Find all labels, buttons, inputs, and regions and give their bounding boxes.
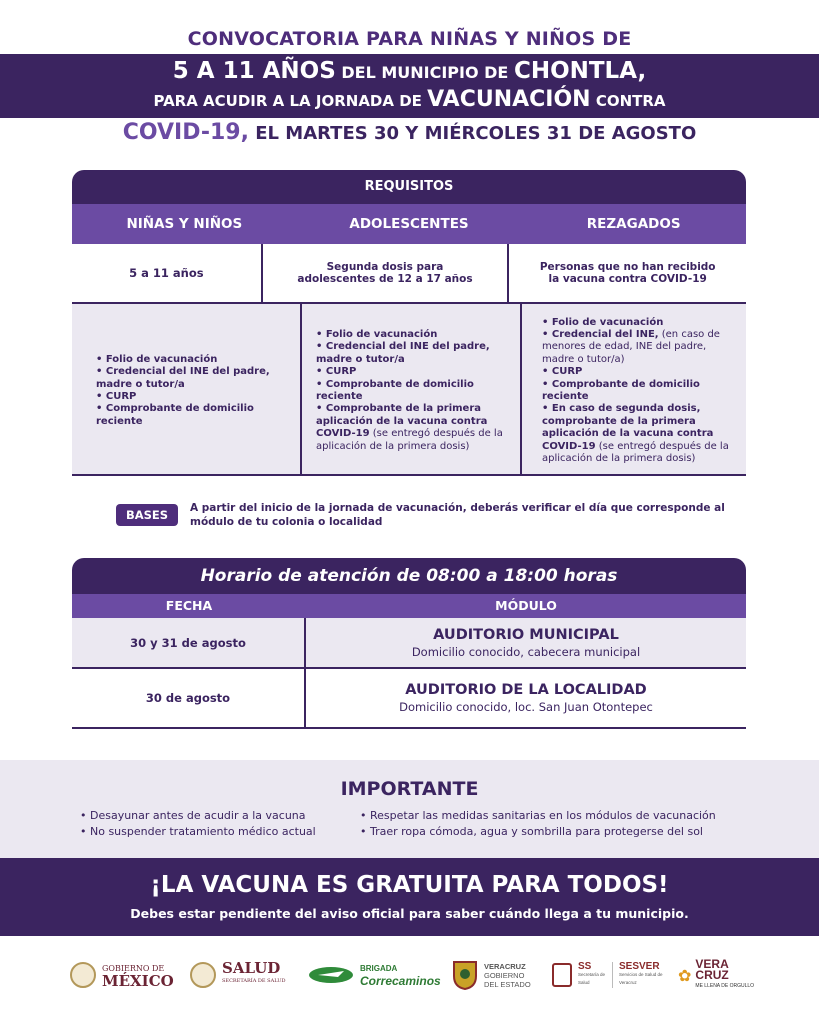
list-item: • Folio de vacunación [316,328,438,340]
header-age-range: 5 A 11 AÑOS [172,58,336,84]
important-list-right [360,808,716,840]
logo-text: ME LLENA DE ORGULLO [695,982,755,989]
requirements-list-rezagados [520,304,746,474]
list-item: • Comprobante de domicilio reciente [542,378,700,402]
requirements-table [72,170,746,476]
list-item: • Traer ropa cómoda, agua y sombrilla para protegerse del sol [360,825,703,838]
list-item: • Folio de vacunación [542,316,664,328]
logo-text: SESVER [619,961,660,972]
bases-text: A partir del inicio de la jornada de vacunación, deberás verificar el día que corresponde al módulo de tu colonia o localidad [190,502,725,528]
important-list-left [80,808,316,840]
module-address: Domicilio conocido, loc. San Juan Otontepec [399,700,653,714]
footer-title: ¡LA VACUNA ES GRATUITA PARA TODOS! [150,872,669,898]
list-item: • Desayunar antes de acudir a la vacuna [80,809,306,822]
header-dates: EL MARTES 30 Y MIÉRCOLES 31 DE AGOSTO [248,123,697,144]
list-item: • Credencial del INE del padre, madre o tutor/a [96,366,270,390]
module-name: AUDITORIO MUNICIPAL [433,626,619,643]
schedule-columns [72,594,746,618]
header-covid: COVID-19, [122,120,249,145]
who-rezagados: Personas que no han recibido la vacuna contra COVID-19 [507,244,746,304]
roadrunner-icon [308,965,354,985]
who-ninas-ninos: 5 a 11 años [72,244,261,304]
header-banner [0,54,819,118]
logo-salud [190,950,285,1000]
schedule-date: 30 y 31 de agosto [72,618,306,667]
list-item: • Credencial del INE, (en caso de menores de edad, INE del padre, madre o tutor/a) [542,328,720,365]
module-name: AUDITORIO DE LA LOCALIDAD [405,682,647,698]
header-contra: CONTRA [590,92,666,110]
column-ninas-ninos: NIÑAS Y NIÑOS [126,216,243,232]
logo-text: Servicios de Salud de Veracruz [619,972,663,985]
logo-text: MÉXICO [102,972,174,990]
table-row [72,618,746,669]
list-item: • Credencial del INE del padre, madre o tutor/a [316,341,490,365]
bases-badge: BASES [116,504,178,526]
schedule-module [306,669,746,727]
logo-gobierno-mexico [70,950,174,1000]
header-line-1: CONVOCATORIA PARA NIÑAS Y NIÑOS DE [187,28,632,50]
logo-text: SS [578,961,592,972]
requirements-title: REQUISITOS [72,170,746,204]
list-item: • Comprobante de la primera aplicación de la vacuna contra COVID-19 (se entregó después de la aplicación de la primera dosis) [316,403,503,452]
column-adolescentes: ADOLESCENTES [349,216,469,232]
list-item: • Comprobante de domicilio reciente [316,378,474,402]
eagle-seal-icon [190,962,216,988]
module-address: Domicilio conocido, cabecera municipal [411,644,641,659]
who-adolescentes: Segunda dosis para adolescentes de 12 a 17 años [261,244,508,304]
header-line-2 [0,58,819,84]
logo-text: Correcaminos [360,974,441,988]
logo-text: VERA [695,956,729,971]
list-item: • Respetar las medidas sanitarias en los módulos de vacunación [360,809,716,822]
list-item: • Comprobante de domicilio reciente [96,403,254,427]
schedule-module [306,618,746,667]
logo-text: CRUZ [695,967,729,982]
header-line-3 [0,87,819,112]
list-item: • En caso de segunda dosis, comprobante de la primera aplicación de la vacuna contra COVID-19 (se entregó después de la aplicación de la primera dosis) [542,403,729,465]
column-fecha: FECHA [165,598,213,613]
logo-text: BRIGADA [360,964,398,973]
footer-banner [0,858,819,936]
list-item: • CURP [316,366,357,378]
schedule-date: 30 de agosto [72,669,306,727]
list-item: • Folio de vacunación [96,353,218,365]
logo-brigada-correcaminos [308,950,441,1000]
list-item: • CURP [542,366,583,378]
footer-subtitle: Debes estar pendiente del aviso oficial para saber cuándo llega a tu municipio. [130,906,689,921]
header-municipality-prefix: DEL MUNICIPIO DE [335,63,514,82]
ss-shield-icon [552,963,572,987]
logo-ss-sesver [552,950,665,1000]
veracruz-shield-icon [452,960,478,990]
schedule-table [72,558,746,729]
logo-text: Secretaría de Salud [578,972,606,985]
requirements-who-row [72,244,746,304]
logo-text: SALUD [222,959,281,977]
header-vacunacion: VACUNACIÓN [427,87,591,112]
requirements-list-ninas-ninos [72,304,300,474]
list-item: • No suspender tratamiento médico actual [80,825,316,838]
column-rezagados: REZAGADOS [586,216,681,232]
important-section [0,760,819,858]
requirements-list-adolescentes [300,304,520,474]
eagle-seal-icon [70,962,96,988]
table-row [72,669,746,729]
logo-veracruz-gobierno [452,950,531,1000]
logos-row [0,950,819,1010]
important-title: IMPORTANTE [340,778,479,800]
logo-text: GOBIERNO [484,970,525,980]
logo-text: GOBIERNO DE [102,964,165,973]
schedule-title: Horario de atención de 08:00 a 18:00 horas [72,558,746,594]
header-jornada-prefix: PARA ACUDIR A LA JORNADA DE [153,92,428,110]
logo-text: SECRETARÍA DE SALUD [222,978,286,984]
list-item: • CURP [96,391,137,402]
column-modulo: MÓDULO [495,598,557,613]
flower-icon: ✿ [678,965,692,985]
header-municipality: CHONTLA, [513,58,647,84]
divider [612,962,613,988]
logo-veracruz-orgullo [678,950,754,1000]
requirements-list-row [72,304,746,476]
logo-text: DEL ESTADO [484,979,531,989]
logo-text: VERACRUZ [484,961,526,971]
requirements-columns [72,204,746,244]
header-line-4 [0,120,819,145]
